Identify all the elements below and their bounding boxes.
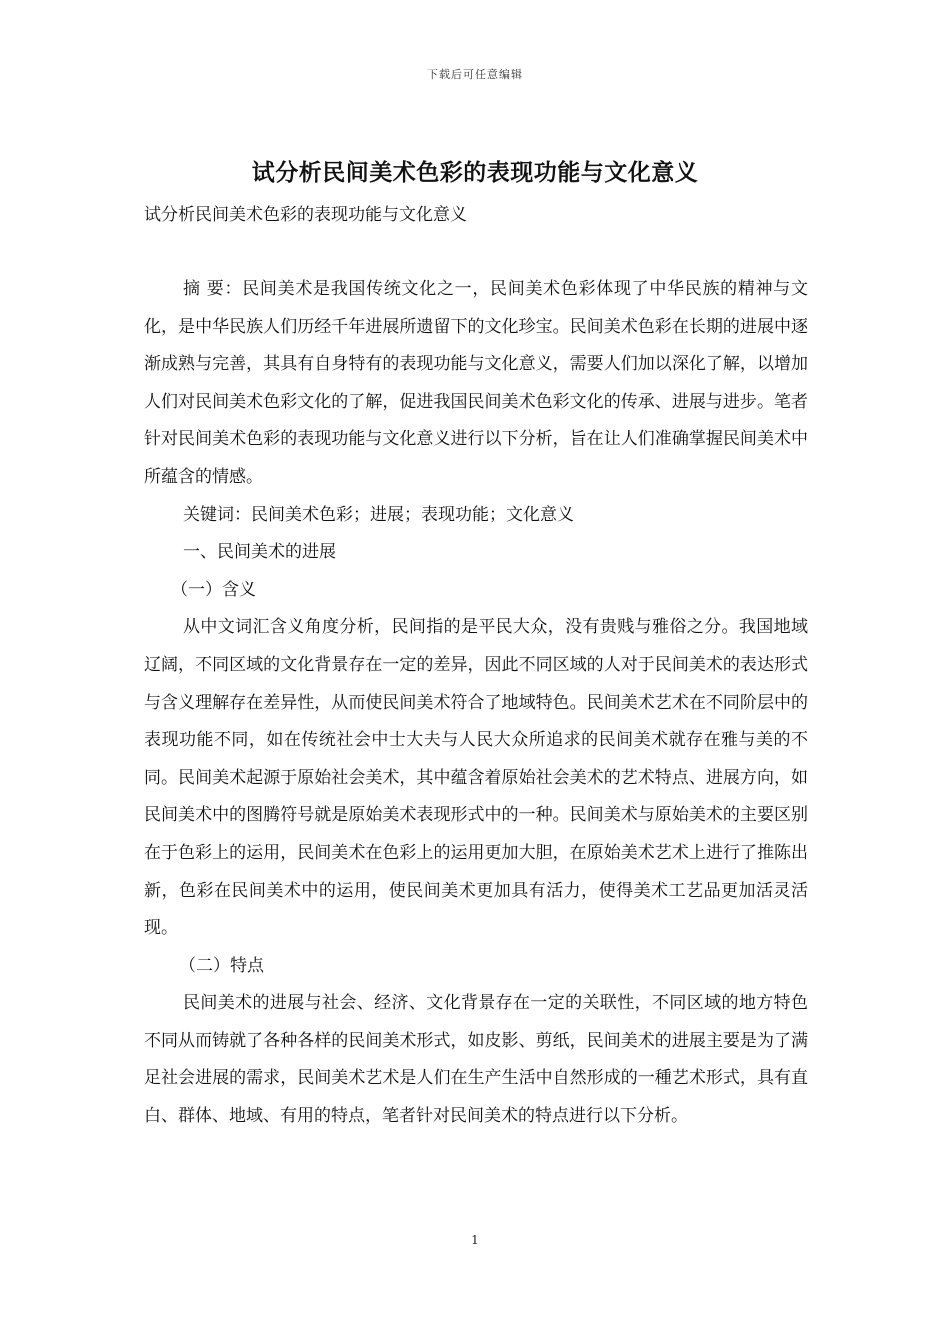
abstract-paragraph: 摘 要：民间美术是我国传统文化之一，民间美术色彩体现了中华民族的精神与文化，是中华民族人们历经千年进展所遗留下的文化珍宝。民间美术色彩在长期的进展中逐渐成熟与完善，其具有自身特有的表现功能与文化意义，需要人们加以深化了解，以增加人们对民间美术色彩文化的了解，促进我国民间美术色彩文化的传承、进展与进步。笔者针对民间美术色彩的表现功能与文化意义进行以下分析，旨在让人们准确掌握民间美术中所蕴含的情感。 [144,279,808,487]
keywords-line: 关键词：民间美术色彩；进展；表现功能；文化意义 [183,504,574,525]
body-paragraph: 民间美术的进展与社会、经济、文化背景存在一定的关联性，不同区域的地方特色不同从而铸就了各种各样的民间美术形式，如皮影、剪纸，民间美术的进展主要是为了满足社会进展的需求，民间美术艺术是人们在生产生活中自然形成的一種艺术形式，具有直白、群体、地域、有用的特点，笔者针对民间美术的特点进行以下分析。 [144,993,808,1127]
subsection-heading: （一）含义 [171,579,256,600]
page-number: 1 [471,1233,479,1247]
header-note: 下载后可任意编辑 [427,68,523,81]
body-paragraph: 从中文词汇含义角度分析，民间指的是平民大众，没有贵贱与雅俗之分。我国地域辽阔，不同区域的文化背景存在一定的差异，因此不同区域的人对于民间美术的表达形式与含义理解存在差异性，从而使民间美术符合了地域特色。民间美术艺术在不同阶层中的表现功能不同，如在传统社会中士大夫与人民大众所追求的民间美术就存在雅与美的不同。民间美术起源于原始社会美术，其中蕴含着原始社会美术的艺术特点、进展方向，如民间美术中的图腾符号就是原始美术表现形式中的一种。民间美术与原始美术的主要区别在于色彩上的运用，民间美术在色彩上的运用更加大胆，在原始美术艺术上进行了推陈出新，色彩在民间美术中的运用，使民间美术更加具有活力，使得美术工艺品更加活灵活现。 [144,617,808,939]
document-subtitle: 试分析民间美术色彩的表现功能与文化意义 [144,205,467,225]
section-heading: 一、民间美术的进展 [183,542,336,563]
subsection-heading: （二）特点 [179,955,264,976]
document-body [144,271,808,1136]
document-title: 试分析民间美术色彩的表现功能与文化意义 [251,159,699,186]
